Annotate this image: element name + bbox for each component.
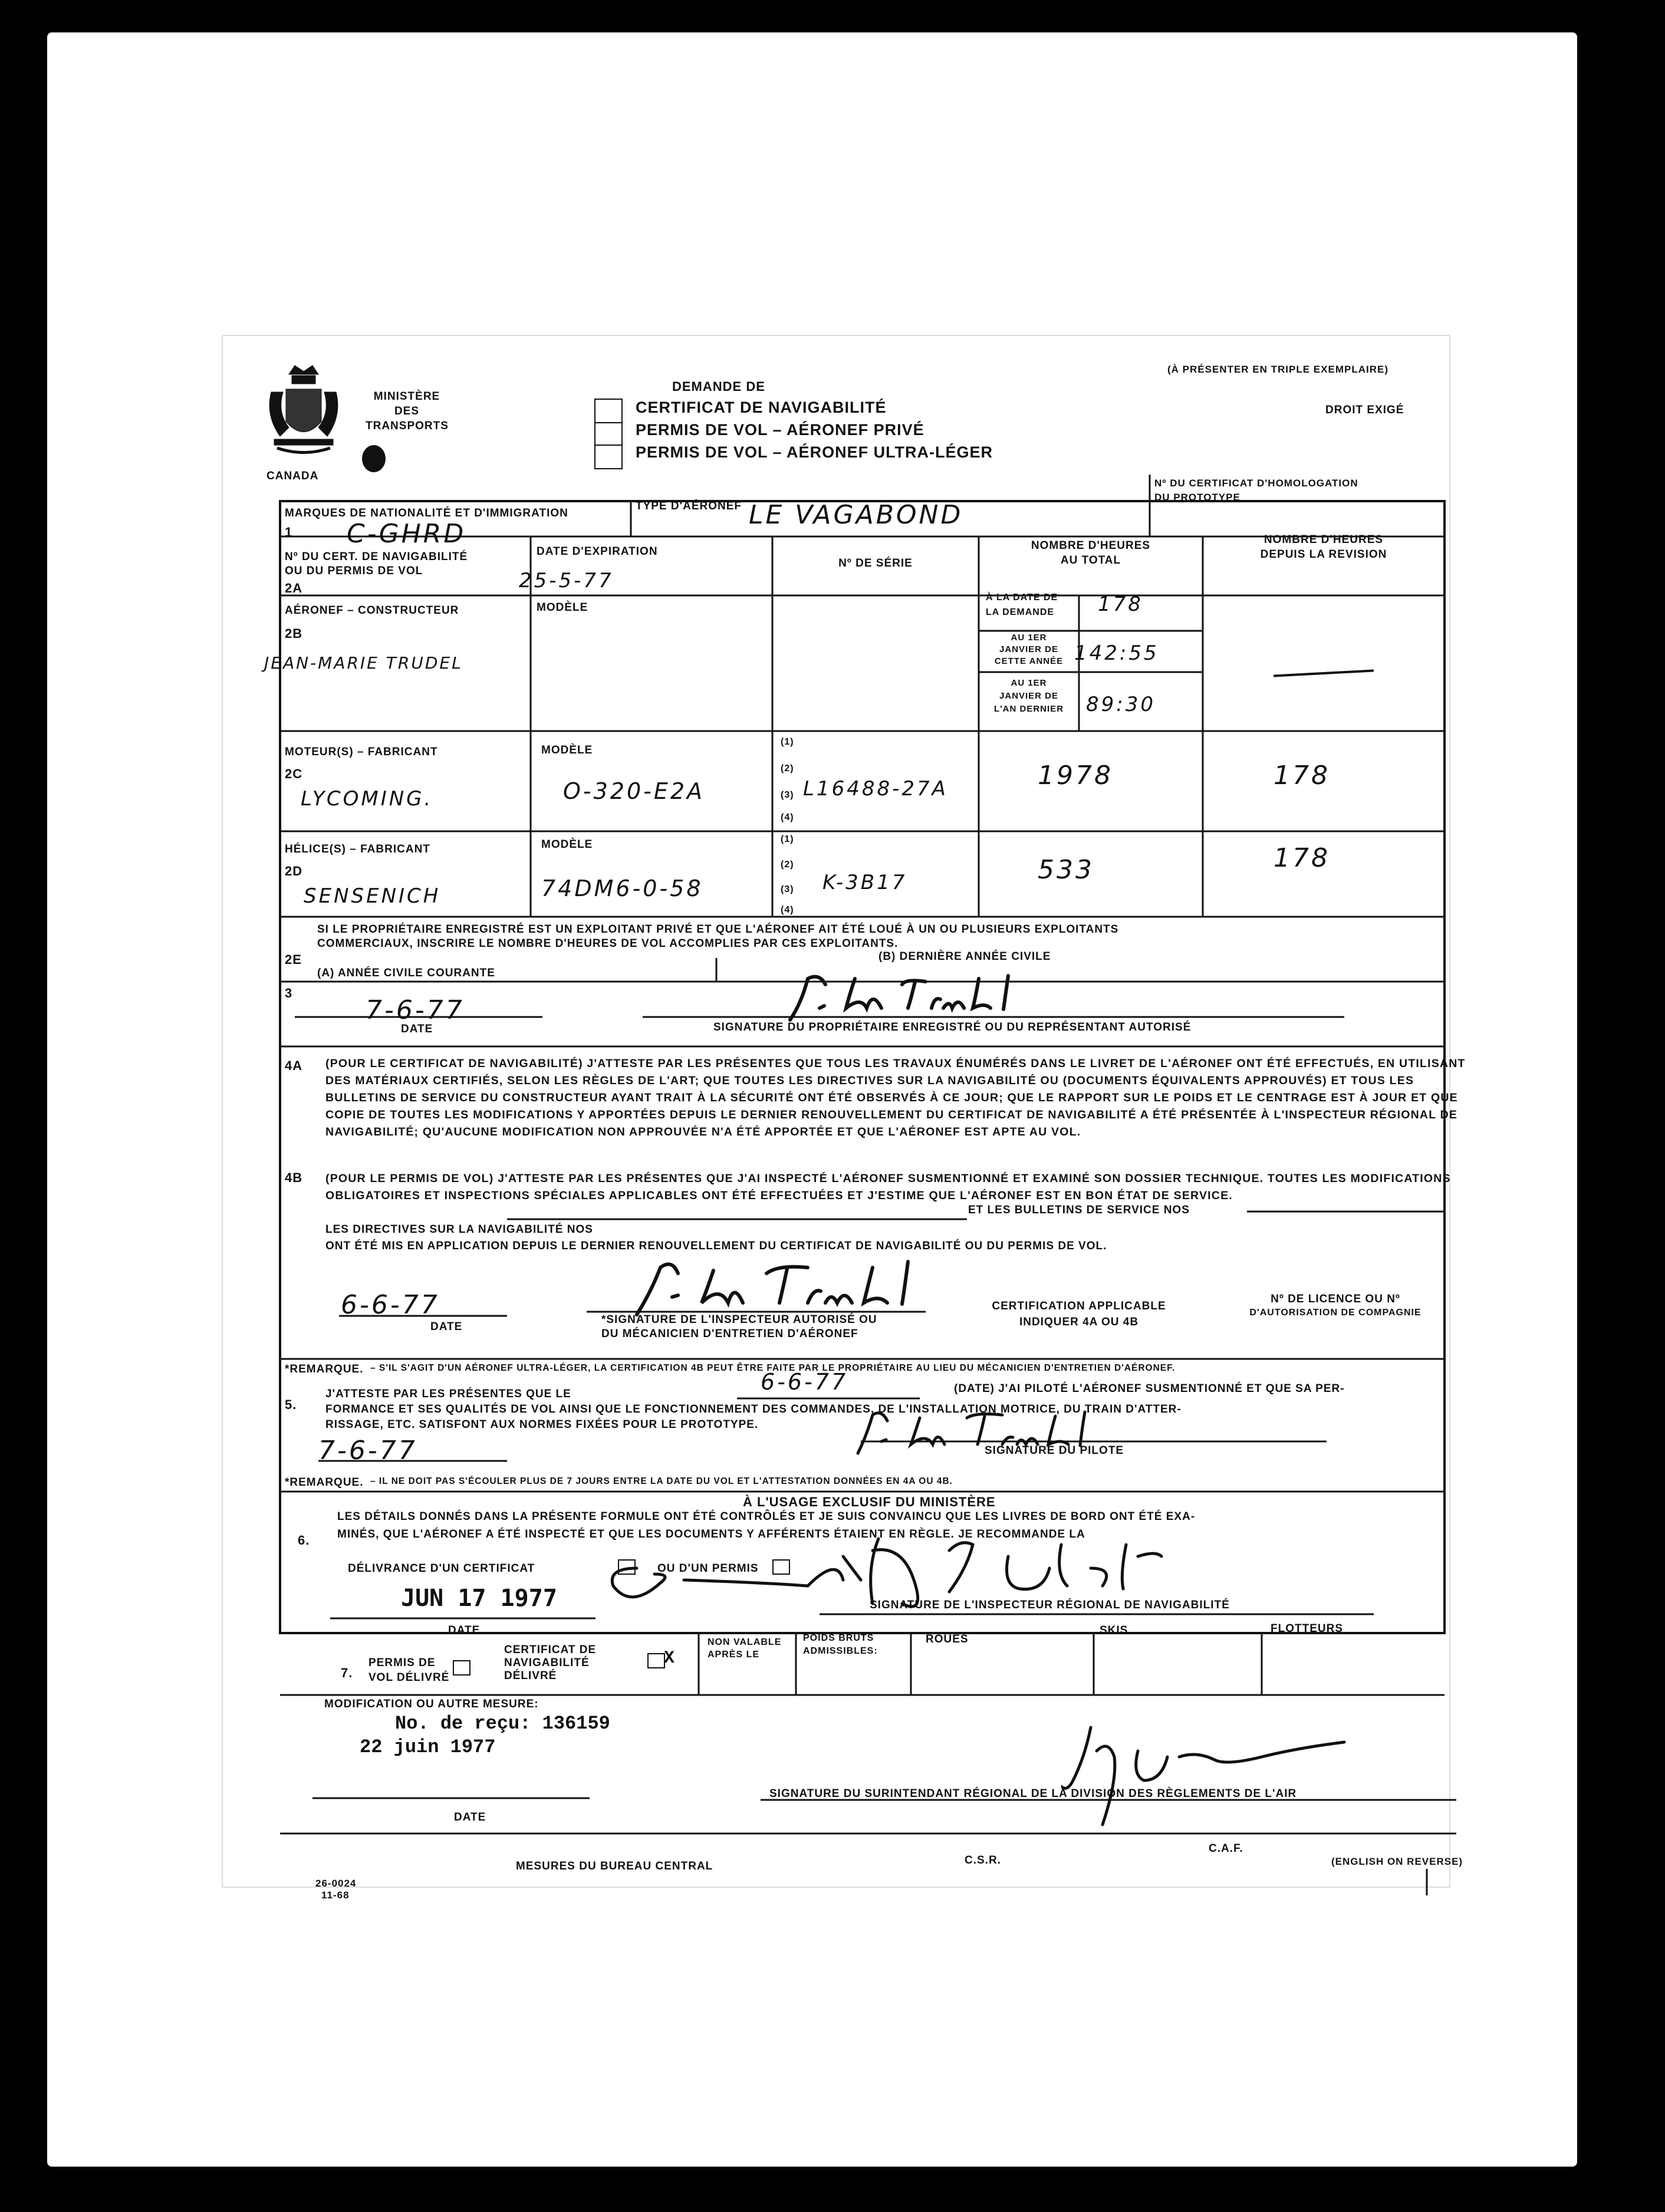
h3-label-2: JANVIER DE bbox=[999, 691, 1059, 701]
modification-date-label: DATE bbox=[454, 1811, 486, 1823]
propeller-maker-label: HÉLICE(S) – FABRICANT bbox=[285, 843, 430, 855]
option-private-permit-label: PERMIS DE VOL – AÉRONEF PRIVÉ bbox=[636, 421, 924, 439]
remark1-text: – S'IL S'AGIT D'UN AÉRONEF ULTRA-LÉGER, LA CERTIFICATION 4B PEUT ÊTRE FAITE PAR LE PROPRIÉTAIRE AU LIEU DU MÉCANICIEN D'ENTRETIEN D'AÉRONEF. bbox=[370, 1363, 1176, 1373]
engine-model-value: O-320-E2A bbox=[563, 778, 705, 804]
option-ultralight-permit-checkbox[interactable] bbox=[594, 445, 623, 469]
form-edition: 11-68 bbox=[321, 1890, 350, 1901]
owner-date-value: 7-6-77 bbox=[366, 995, 465, 1025]
airframe-model-label: MODÈLE bbox=[537, 601, 588, 614]
expiry-label: DATE D'EXPIRATION bbox=[537, 545, 658, 558]
type-label: TYPE D'AÉRONEF bbox=[636, 500, 742, 512]
coat-of-arms-icon bbox=[265, 363, 342, 463]
h3-value: 89:30 bbox=[1086, 693, 1156, 716]
mechanic-signature-label-1: *SIGNATURE DE L'INSPECTEUR AUTORISÉ OU bbox=[601, 1314, 877, 1326]
cert-issued-label-1: CERTIFICAT DE bbox=[504, 1644, 597, 1656]
cert-applicable-label-1: CERTIFICATION APPLICABLE bbox=[992, 1300, 1166, 1312]
engine-slot-3: (3) bbox=[781, 790, 794, 800]
country-label: CANADA bbox=[266, 470, 319, 482]
engine-model-label: MODÈLE bbox=[541, 744, 593, 756]
mechanic-signature-label-2: DU MÉCANICIEN D'ENTRETIEN D'AÉRONEF bbox=[601, 1328, 858, 1340]
propeller-total-value: 533 bbox=[1038, 855, 1094, 885]
total-hours-label-2: AU TOTAL bbox=[1060, 554, 1121, 567]
row7-number: 7. bbox=[341, 1665, 353, 1680]
wheels-label: ROUES bbox=[926, 1633, 969, 1645]
mechanic-date-label: DATE bbox=[430, 1321, 463, 1333]
option-ultralight-permit-label: PERMIS DE VOL – AÉRONEF ULTRA-LÉGER bbox=[636, 443, 993, 461]
modification-label: MODIFICATION OU AUTRE MESURE: bbox=[324, 1698, 539, 1710]
total-hours-label-1: NOMBRE D'HEURES bbox=[1031, 539, 1151, 552]
csr-label: C.S.R. bbox=[965, 1854, 1001, 1867]
h2-label-3: CETTE ANNÉE bbox=[994, 656, 1064, 666]
owner-signature-label: SIGNATURE DU PROPRIÉTAIRE ENREGISTRÉ OU DU REPRÉSENTANT AUTORISÉ bbox=[713, 1021, 1192, 1033]
row2e-col-b: (B) DERNIÈRE ANNÉE CIVILE bbox=[878, 950, 1051, 963]
serial-label: Nº DE SÉRIE bbox=[838, 557, 913, 570]
marks-label: MARQUES DE NATIONALITÉ ET D'IMMIGRATION bbox=[285, 507, 568, 519]
stamp-date: JUN 17 1977 bbox=[401, 1585, 557, 1612]
h2-label-2: JANVIER DE bbox=[999, 644, 1059, 654]
option-private-permit-checkbox[interactable] bbox=[594, 422, 623, 447]
engine-maker-label: MOTEUR(S) – FABRICANT bbox=[285, 746, 438, 758]
permit-issued-label-1: PERMIS DE bbox=[368, 1657, 436, 1669]
h2-value: 142:55 bbox=[1074, 641, 1159, 665]
form-title: DEMANDE DE bbox=[672, 379, 765, 394]
caf-label: C.A.F. bbox=[1209, 1842, 1243, 1855]
option-certificate-checkbox[interactable] bbox=[594, 399, 623, 424]
cert-issued-label-3: DÉLIVRÉ bbox=[504, 1670, 557, 1682]
invalid-after-label-2: APRÈS LE bbox=[708, 1650, 760, 1660]
engine-maker-value: LYCOMING. bbox=[301, 787, 433, 811]
h3-label-3: L'AN DERNIER bbox=[993, 704, 1064, 714]
airframe-maker-value: JEAN-MARIE TRUDEL bbox=[264, 653, 463, 673]
ministry-line-2: DES bbox=[394, 405, 420, 417]
propeller-rev-value: 178 bbox=[1274, 843, 1330, 873]
row2e-text-1: SI LE PROPRIÉTAIRE ENREGISTRÉ EST UN EXPLOITANT PRIVÉ ET QUE L'AÉRONEF AIT ÉTÉ LOUÉ À UN OU PLUSIEURS EXPLOITANTS bbox=[317, 923, 1119, 936]
mechanic-date-value: 6-6-77 bbox=[341, 1290, 440, 1320]
prop-slot-4: (4) bbox=[781, 905, 794, 915]
deliver-permit-label: OU D'UN PERMIS bbox=[657, 1562, 759, 1575]
row3-number: 3 bbox=[285, 986, 293, 1000]
row6-text-a: LES DÉTAILS DONNÉS DANS LA PRÉSENTE FORMULE ONT ÉTÉ CONTRÔLÉS ET JE SUIS CONVAINCU QUE LES LIVRES DE BORD ONT ÉTÉ EXA- bbox=[337, 1510, 1196, 1523]
row4a-text: (POUR LE CERTIFICAT DE NAVIGABILITÉ) J'ATTESTE PAR LES PRÉSENTES QUE TOUS LES TRAVAUX ÉNUMÉRÉS DANS LE LIVRET DE L'AÉRONEF ONT ÉTÉ EFFECTUÉS, EN UTILISANT DES MATÉRIAUX CERTIFIÉS, SELON LES RÈGLES DE L'ART; QUE TOUTES LES DIRECTIVES SUR LA NAVIGABILITÉ OU (DOCUMENTS ÉQUIVALENTS APPROUVÉS) ET TOUS LES BULLETINS DE SERVICE DU CONSTRUCTEUR AYANT TRAIT À LA SÉCURITÉ ONT ÉTÉ OBSERVÉS À CE JOUR; QUE LE RAPPORT SUR LE POIDS ET LE CENTRAGE EST À JOUR ET QUE COPIE DE TOUTES LES MODIFICATIONS Y APPORTÉES DEPUIS LE DERNIER RENOUVELLEMENT DU CERTIFICAT DE NAVIGABILITÉ A ÉTÉ PRÉSENTÉE À L'INSPECTEUR RÉGIONAL DE NAVIGABILITÉ; QU'AUCUNE MODIFICATION NON APPROUVÉE N'A ÉTÉ APPORTÉE ET QUE L'AÉRONEF EST APTE AU VOL. bbox=[325, 1057, 1466, 1138]
invalid-after-label-1: NON VALABLE bbox=[708, 1637, 782, 1647]
mechanic-signature-icon bbox=[625, 1256, 943, 1321]
applied-text: ONT ÉTÉ MIS EN APPLICATION DEPUIS LE DERNIER RENOUVELLEMENT DU CERTIFICAT DE NAVIGABILITÉ OU DU PERMIS DE VOL. bbox=[325, 1240, 1107, 1252]
prop-slot-1: (1) bbox=[781, 834, 794, 844]
weights-label-1: POIDS BRUTS bbox=[803, 1633, 874, 1643]
row4b-number: 4B bbox=[285, 1170, 303, 1185]
weights-label-2: ADMISSIBLES: bbox=[803, 1646, 878, 1656]
row6-text-b: MINÉS, QUE L'AÉRONEF A ÉTÉ INSPECTÉ ET QUE LES DOCUMENTS Y AFFÉRENTS ÉTAIENT EN RÈGLE. JE RECOMMANDE LA bbox=[337, 1528, 1085, 1540]
row2e-col-a: (A) ANNÉE CIVILE COURANTE bbox=[317, 967, 495, 979]
cert-issued-mark: X bbox=[664, 1648, 675, 1668]
prototype-cert-label-1: Nº DU CERTIFICAT D'HOMOLOGATION bbox=[1154, 478, 1358, 489]
airframe-maker-label: AÉRONEF – CONSTRUCTEUR bbox=[285, 604, 459, 617]
h3-label-1: AU 1ER bbox=[1011, 678, 1047, 688]
owner-date-label: DATE bbox=[401, 1023, 433, 1035]
marks-value: C-GHRD bbox=[347, 519, 466, 549]
licence-label-2: D'AUTORISATION DE COMPAGNIE bbox=[1249, 1308, 1421, 1318]
engine-slot-1: (1) bbox=[781, 737, 794, 747]
permit-issued-label-2: VOL DÉLIVRÉ bbox=[368, 1671, 450, 1684]
prop-slot-3: (3) bbox=[781, 884, 794, 894]
deliver-certificate-label: DÉLIVRANCE D'UN CERTIFICAT bbox=[348, 1562, 535, 1575]
propeller-serial-value: K-3B17 bbox=[822, 871, 907, 894]
row6-number: 6. bbox=[298, 1533, 310, 1548]
inspector-signature-label: SIGNATURE DE L'INSPECTEUR RÉGIONAL DE NAVIGABILITÉ bbox=[870, 1599, 1230, 1611]
prototype-cert-label-2: DU PROTOTYPE bbox=[1154, 492, 1240, 503]
remark2-label: *REMARQUE. bbox=[285, 1476, 364, 1489]
row2b-number: 2B bbox=[285, 626, 303, 641]
propeller-model-label: MODÈLE bbox=[541, 838, 593, 851]
row5-text-b: (DATE) J'AI PILOTÉ L'AÉRONEF SUSMENTIONNÉ ET QUE SA PER- bbox=[954, 1382, 1345, 1395]
cert-no-label-1: Nº DU CERT. DE NAVIGABILITÉ bbox=[285, 551, 468, 563]
row5-text-a: J'ATTESTE PAR LES PRÉSENTES QUE LE bbox=[325, 1388, 571, 1400]
permit-issued-checkbox[interactable] bbox=[453, 1660, 470, 1676]
english-on-reverse: (ENGLISH ON REVERSE) bbox=[1331, 1856, 1463, 1867]
row2d-number: 2D bbox=[285, 864, 303, 878]
cert-issued-checkbox[interactable] bbox=[647, 1653, 665, 1668]
directives-label: LES DIRECTIVES SUR LA NAVIGABILITÉ NOS bbox=[325, 1223, 593, 1236]
cert-issued-label-2: NAVIGABILITÉ bbox=[504, 1657, 590, 1669]
h2-label-1: AU 1ER bbox=[1011, 633, 1047, 643]
h1-label-2: LA DEMANDE bbox=[986, 607, 1055, 617]
expiry-value: 25-5-77 bbox=[519, 569, 614, 592]
superintendent-signature-icon bbox=[1061, 1716, 1391, 1828]
row1-number: 1 bbox=[285, 525, 293, 539]
ministry-line-3: TRANSPORTS bbox=[366, 420, 449, 432]
floats-label: FLOTTEURS bbox=[1271, 1622, 1343, 1635]
engine-slot-2: (2) bbox=[781, 763, 794, 773]
h1-value: 178 bbox=[1098, 592, 1143, 616]
fee-label: DROIT EXIGÉ bbox=[1325, 404, 1404, 416]
row5-text-c: FORMANCE ET SES QUALITÉS DE VOL AINSI QUE LE FONCTIONNEMENT DES COMMANDES, DE L'INSTALLATION MOTRICE, DU TRAIN D'ATTER- bbox=[325, 1403, 1182, 1416]
skis-label: SKIS bbox=[1100, 1624, 1128, 1637]
receipt-number: No. de reçu: 136159 bbox=[395, 1713, 610, 1734]
rev-hours-label-1: NOMBRE D'HEURES bbox=[1263, 534, 1384, 546]
row5-number: 5. bbox=[285, 1397, 297, 1412]
receipt-date: 22 juin 1977 bbox=[360, 1736, 496, 1758]
pilot-date-value: 7-6-77 bbox=[318, 1436, 417, 1466]
remark1-label: *REMARQUE. bbox=[285, 1363, 364, 1375]
propeller-maker-value: SENSENICH bbox=[304, 884, 441, 908]
row6-date-label: DATE bbox=[448, 1624, 481, 1637]
ink-blot bbox=[362, 445, 386, 472]
row2a-number: 2A bbox=[285, 581, 303, 595]
rev-hours-label-2: DEPUIS LA REVISION bbox=[1260, 548, 1387, 561]
type-value: LE VAGABOND bbox=[749, 500, 963, 530]
row2e-number: 2E bbox=[285, 952, 302, 967]
pilot-signature-label: SIGNATURE DU PILOTE bbox=[985, 1444, 1124, 1457]
superintendent-signature-label: SIGNATURE DU SURINTENDANT RÉGIONAL DE LA DIVISION DES RÈGLEMENTS DE L'AIR bbox=[769, 1788, 1297, 1800]
flight-date-value: 6-6-77 bbox=[761, 1369, 848, 1395]
prop-slot-2: (2) bbox=[781, 860, 794, 870]
h1-label-1: À LA DATE DE bbox=[986, 592, 1058, 603]
bulletins-label: ET LES BULLETINS DE SERVICE NOS bbox=[968, 1204, 1190, 1216]
central-office-label: MESURES DU BUREAU CENTRAL bbox=[516, 1860, 713, 1872]
engine-rev-value: 178 bbox=[1274, 761, 1330, 791]
row2e-text-2: COMMERCIAUX, INSCRIRE LE NOMBRE D'HEURES DE VOL ACCOMPLIES PAR CES EXPLOITANTS. bbox=[317, 937, 899, 950]
licence-label-1: Nº DE LICENCE OU Nº bbox=[1271, 1293, 1400, 1305]
row4a-number: 4A bbox=[285, 1058, 303, 1073]
engine-serial-value: L16488-27A bbox=[803, 777, 948, 801]
ministry-use-heading: À L'USAGE EXCLUSIF DU MINISTÈRE bbox=[743, 1495, 996, 1509]
ministry-line-1: MINISTÈRE bbox=[373, 390, 440, 403]
propeller-model-value: 74DM6-0-58 bbox=[541, 875, 703, 901]
row2c-number: 2C bbox=[285, 766, 303, 781]
remark2-text: – IL NE DOIT PAS S'ÉCOULER PLUS DE 7 JOURS ENTRE LA DATE DU VOL ET L'ATTESTATION DONNÉES EN 4A OU 4B. bbox=[370, 1476, 953, 1486]
engine-total-value: 1978 bbox=[1038, 761, 1113, 791]
triple-copy-note: (À PRÉSENTER EN TRIPLE EXEMPLAIRE) bbox=[1167, 364, 1388, 375]
row5-text-d: RISSAGE, ETC. SATISFONT AUX NORMES FIXÉES POUR LE PROTOTYPE. bbox=[325, 1418, 759, 1431]
owner-signature-icon bbox=[784, 967, 1032, 1026]
cert-applicable-label-2: INDIQUER 4A OU 4B bbox=[1019, 1316, 1139, 1328]
engine-slot-4: (4) bbox=[781, 812, 794, 822]
cert-no-label-2: OU DU PERMIS DE VOL bbox=[285, 565, 423, 577]
row4b-text: (POUR LE PERMIS DE VOL) J'ATTESTE PAR LES PRÉSENTES QUE J'AI INSPECTÉ L'AÉRONEF SUSMENTIONNÉ ET EXAMINÉ SON DOSSIER TECHNIQUE. TOUTES LES MODIFICATIONS OBLIGATOIRES ET INSPECTIONS SPÉCIALES APPLICABLES ONT ÉTÉ EFFECTUÉES ET J'ESTIME QUE L'AÉRONEF EST EN BON ÉTAT DE SERVICE. bbox=[325, 1172, 1451, 1202]
form-number: 26-0024 bbox=[315, 1878, 357, 1889]
option-certificate-label: CERTIFICAT DE NAVIGABILITÉ bbox=[636, 399, 887, 416]
